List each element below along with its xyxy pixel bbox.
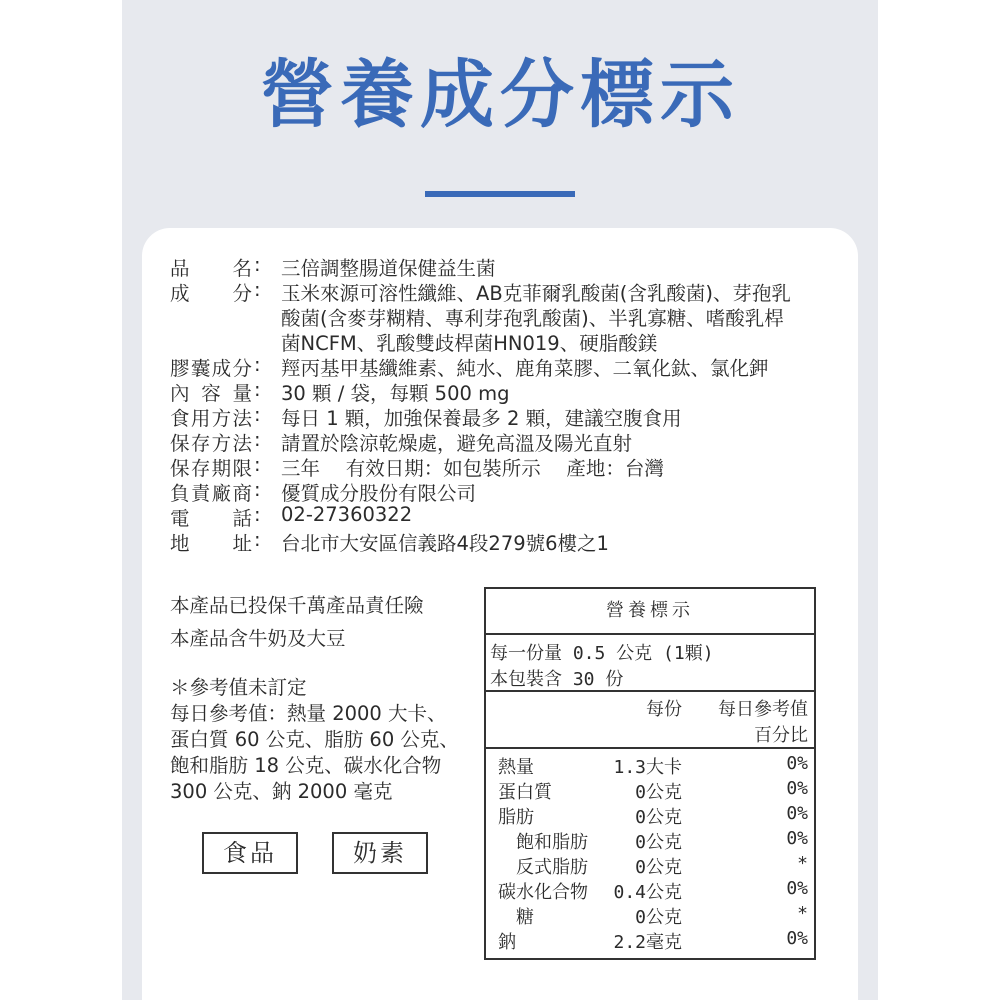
col-daily-percentage: 百分比 (754, 725, 808, 746)
info-label: 電話 (170, 507, 252, 530)
nutrient-percentage: 0% (786, 828, 808, 849)
info-value: 30 顆 / 袋，每顆 500 mg (281, 382, 510, 405)
serving-size: 每一份量 0.5 公克 (1顆) (490, 643, 714, 664)
info-value: 三倍調整腸道保健益生菌 (281, 257, 496, 280)
info-label: 成分 (170, 282, 252, 305)
nutrient-percentage: 0% (786, 753, 808, 774)
page-title: 營養成分標示 (260, 52, 740, 138)
info-label: 品名 (170, 257, 252, 280)
info-value: 02-27360322 (281, 503, 413, 526)
vegetarian-tag: 奶素 (332, 832, 428, 874)
nutrient-value: 1.3大卡 (613, 757, 682, 778)
nutrient-percentage: 0% (786, 878, 808, 899)
col-per-serving: 每份 (646, 699, 682, 720)
servings-per-pack: 本包裝含 30 份 (490, 669, 624, 690)
nutrient-percentage: * (797, 853, 808, 874)
divider (486, 747, 814, 749)
info-value: 三年 有效日期：如包裝所示 產地：台灣 (281, 457, 664, 480)
allergen-note: 本產品含牛奶及大豆 (170, 627, 346, 650)
info-label: 膠囊成分 (170, 357, 252, 380)
nutrient-percentage: * (797, 903, 808, 924)
info-label: 保存期限 (170, 457, 252, 480)
reference-note-line: 飽和脂肪 18 公克、碳水化合物 (170, 754, 442, 777)
info-value-cont: 酸菌(含麥芽糊精、專利芽孢乳酸菌)、半乳寡糖、嗜酸乳桿 (281, 307, 784, 330)
nutrient-percentage: 0% (786, 803, 808, 824)
col-daily-reference: 每日參考值 (718, 699, 808, 720)
nutrient-name: 反式脂肪 (498, 857, 588, 878)
info-label: 地址 (170, 532, 252, 555)
info-label: 內容量 (170, 382, 252, 405)
insurance-note: 本產品已投保千萬產品責任險 (170, 594, 424, 617)
info-value: 優質成分股份有限公司 (281, 482, 477, 505)
nutrition-table-header: 營養標示 (606, 600, 694, 621)
nutrient-value: 0公克 (635, 782, 682, 803)
info-value: 請置於陰涼乾燥處，避免高溫及陽光直射 (281, 432, 633, 455)
reference-note-line: 300 公克、鈉 2000 毫克 (170, 780, 393, 803)
reference-note-title: ＊參考值未訂定 (170, 676, 307, 699)
info-value-cont: 菌NCFM、乳酸雙歧桿菌HN019、硬脂酸鎂 (281, 332, 658, 355)
nutrient-name: 蛋白質 (498, 782, 552, 803)
nutrient-value: 0公克 (635, 832, 682, 853)
nutrition-table (484, 587, 816, 960)
nutrient-name: 鈉 (498, 932, 516, 953)
info-label: 食用方法 (170, 407, 252, 430)
nutrient-name: 飽和脂肪 (498, 832, 588, 853)
nutrient-percentage: 0% (786, 778, 808, 799)
info-value: 玉米來源可溶性纖維、AB克菲爾乳酸菌(含乳酸菌)、芽孢乳 (281, 282, 791, 305)
info-value: 每日 1 顆，加強保養最多 2 顆，建議空腹食用 (281, 407, 682, 430)
title-underline (425, 191, 575, 197)
nutrient-name: 熱量 (498, 757, 534, 778)
nutrient-value: 0公克 (635, 907, 682, 928)
reference-note-line: 蛋白質 60 公克、脂肪 60 公克、 (170, 728, 459, 751)
nutrient-value: 0公克 (635, 857, 682, 878)
divider (486, 690, 814, 692)
nutrient-name: 碳水化合物 (498, 882, 588, 903)
divider (486, 633, 814, 635)
nutrient-name: 糖 (498, 907, 534, 928)
info-label: 負責廠商 (170, 482, 252, 505)
reference-note-line: 每日參考值：熱量 2000 大卡、 (170, 702, 447, 725)
food-tag: 食品 (202, 832, 298, 874)
info-label: 保存方法 (170, 432, 252, 455)
nutrient-value: 0.4公克 (613, 882, 682, 903)
nutrient-value: 2.2毫克 (613, 932, 682, 953)
info-value: 台北市大安區信義路4段279號6樓之1 (281, 532, 609, 555)
nutrient-percentage: 0% (786, 928, 808, 949)
nutrient-name: 脂肪 (498, 807, 534, 828)
nutrient-value: 0公克 (635, 807, 682, 828)
info-value: 羥丙基甲基纖維素、純水、鹿角菜膠、二氧化鈦、氯化鉀 (281, 357, 769, 380)
